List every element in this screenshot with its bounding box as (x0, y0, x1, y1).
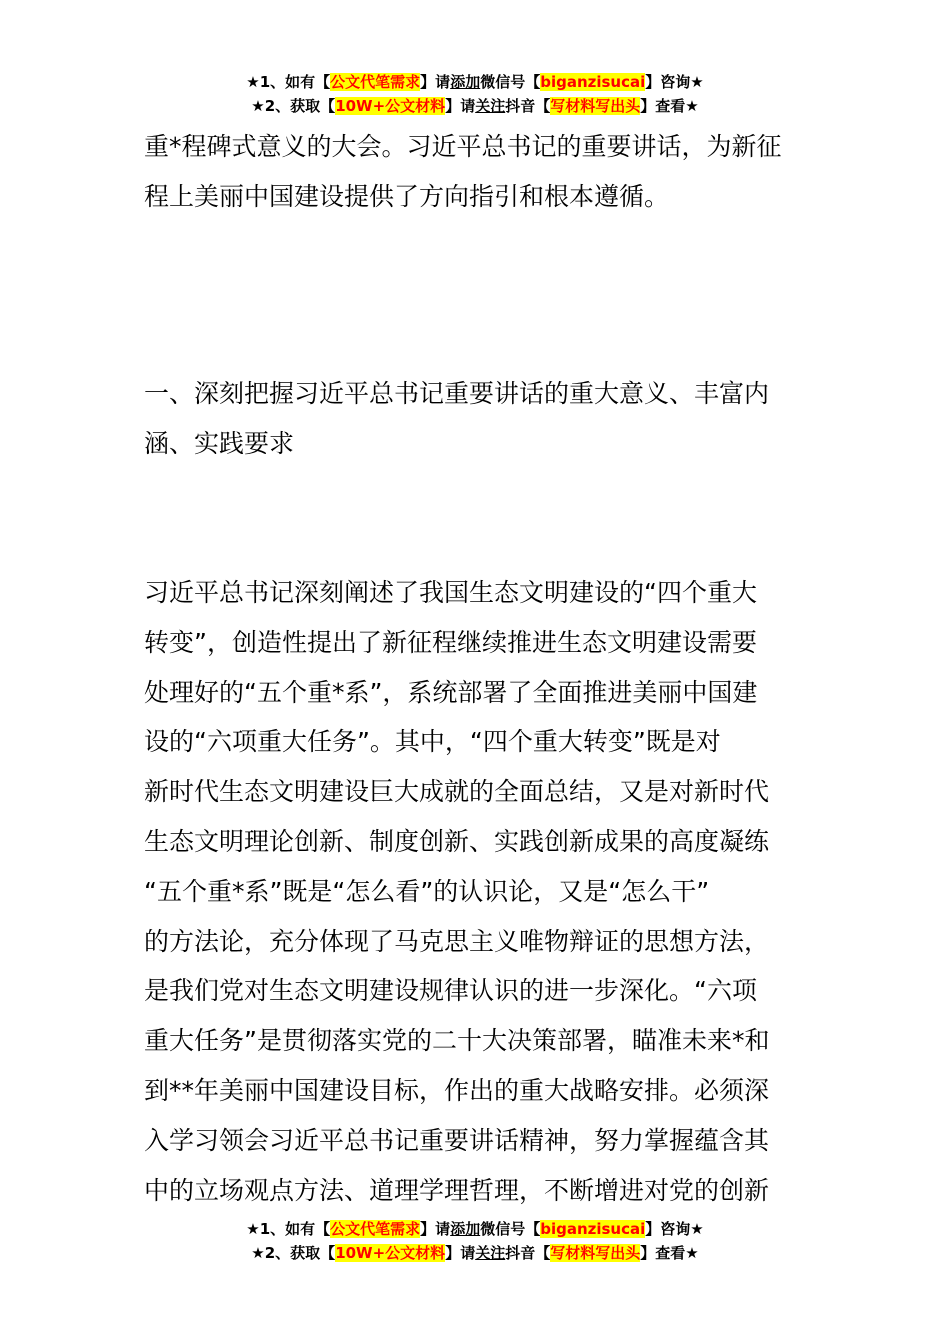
highlight-text: 10W+公文材料 (335, 97, 446, 115)
banner-line-1 (0, 70, 950, 94)
text-line: 习近平总书记深刻阐述了我国生态文明建设的“四个重大 (144, 578, 757, 607)
banner-text: 】请 (445, 1244, 476, 1262)
text-line: 到**年美丽中国建设目标，作出的重大战略安排。必须深 (144, 1075, 770, 1105)
banner-text: 抖音【 (505, 97, 551, 115)
banner-text: ★2、获取【 (251, 1244, 336, 1262)
douyin-account: 写材料写出头 (550, 97, 641, 115)
banner-text: 】查看★ (640, 1244, 699, 1262)
text-line: 新时代生态文明建设巨大成就的全面总结，又是对新时代 (144, 777, 770, 807)
banner-text: ★1、如有【 (246, 1220, 331, 1238)
text-line: 转变”，创造性提出了新征程继续推进生态文明建设需要 (144, 627, 757, 657)
text-line: 中的立场观点方法、道理学理哲理，不断增进对党的创新 (144, 1175, 770, 1205)
banner-text: 微信号【 (480, 73, 541, 91)
banner-line-2 (0, 1241, 950, 1265)
text-line: 程上美丽中国建设提供了方向指引和根本遵循。 (144, 181, 670, 211)
text-line: 重大任务”是贯彻落实党的二十大决策部署，瞄准未来*和 (144, 1026, 770, 1056)
banner-text: 】请 (445, 97, 476, 115)
underlined-text: 添加 (450, 73, 481, 91)
underlined-text: 关注 (475, 1244, 506, 1262)
banner-line-2 (0, 94, 950, 118)
douyin-account: 写材料写出头 (550, 1244, 641, 1262)
banner-text: 】咨询★ (645, 73, 704, 91)
banner-text: 】咨询★ (645, 1220, 704, 1238)
underlined-text: 关注 (475, 97, 506, 115)
wechat-id: biganzisucai (540, 1220, 646, 1238)
text-line: 设的“六项重大任务”。其中，“四个重大转变”既是对 (144, 727, 721, 757)
banner-text: 】查看★ (640, 97, 699, 115)
paragraph-body (144, 568, 809, 1215)
banner-text: 微信号【 (480, 1220, 541, 1238)
highlight-text: 公文代笔需求 (330, 1220, 421, 1238)
section-heading (144, 369, 809, 469)
banner-text: 】请 (420, 1220, 451, 1238)
text-line: 处理好的“五个重*系”，系统部署了全面推进美丽中国建 (144, 677, 758, 707)
text-line: “五个重*系”既是“怎么看”的认识论，又是“怎么干” (144, 876, 710, 906)
paragraph-intro (144, 122, 809, 222)
banner-text: ★2、获取【 (251, 97, 336, 115)
text-line: 重*程碑式意义的大会。习近平总书记的重要讲话，为新征 (144, 132, 782, 161)
header-banner (0, 70, 950, 118)
text-line: 涵、实践要求 (144, 428, 295, 458)
text-line: 的方法论，充分体现了马克思主义唯物辩证的思想方法， (144, 926, 770, 956)
underlined-text: 添加 (450, 1220, 481, 1238)
highlight-text: 公文代笔需求 (330, 73, 421, 91)
text-line: 入学习领会习近平总书记重要讲话精神，努力掌握蕴含其 (144, 1125, 770, 1155)
banner-text: ★1、如有【 (246, 73, 331, 91)
text-line: 是我们党对生态文明建设规律认识的进一步深化。“六项 (144, 976, 757, 1006)
banner-line-1 (0, 1217, 950, 1241)
text-line: 一、深刻把握习近平总书记重要讲话的重大意义、丰富内 (144, 379, 770, 408)
wechat-id: biganzisucai (540, 73, 646, 91)
banner-text: 抖音【 (505, 1244, 551, 1262)
text-line: 生态文明理论创新、制度创新、实践创新成果的高度凝练 (144, 826, 770, 856)
highlight-text: 10W+公文材料 (335, 1244, 446, 1262)
banner-text: 】请 (420, 73, 451, 91)
footer-banner (0, 1217, 950, 1265)
